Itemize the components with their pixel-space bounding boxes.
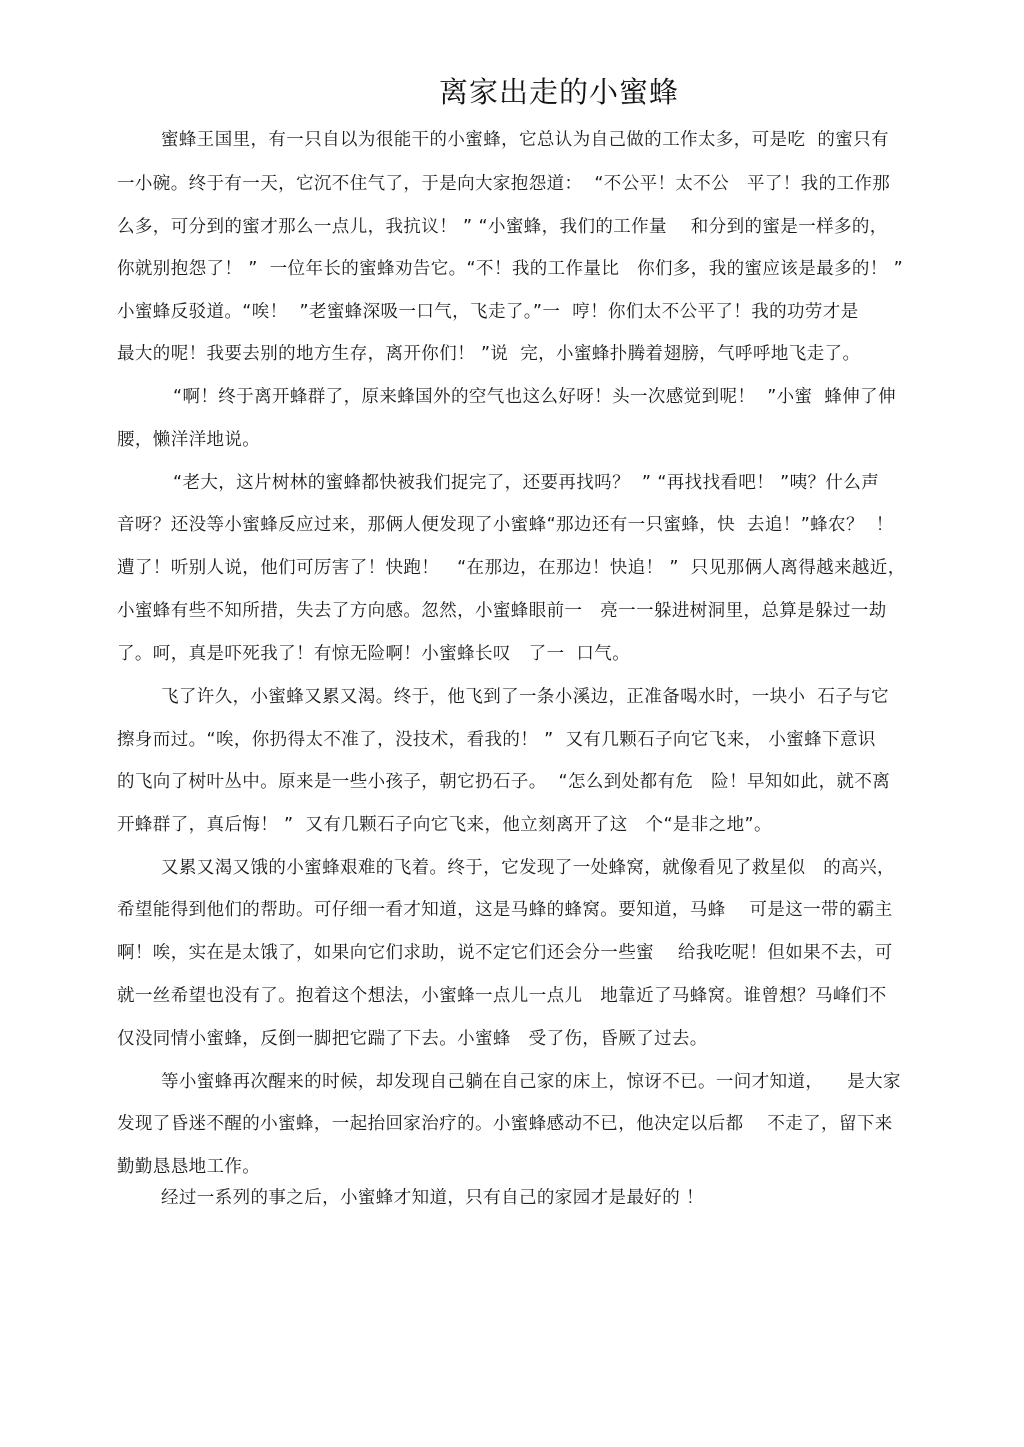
- paragraph-line: 开蜂群了，真后悔！ ” 又有几颗石子向它飞来，他立刻离开了这 个“是非之地”。: [117, 815, 772, 835]
- paragraph-line: 最大的呢！我要去别的地方生存，离开你们！ ”说 完，小蜜蜂扑腾着翅膀，气呼呼地飞走了。: [117, 344, 861, 364]
- paragraph-line: 了。呵，真是吓死我了！有惊无险啊！小蜜蜂长叹 了一 口气。: [117, 644, 631, 664]
- paragraph-line: 的飞向了树叶丛中。原来是一些小孩子，朝它扔石子。 “怎么到处都有危 险！早知如此，就不离: [117, 772, 891, 792]
- paragraph-line: 小蜜蜂反驳道。“唉！ ”老蜜蜂深吸一口气，飞走了。”一 哼！你们太不公平了！我的功劳才是: [117, 302, 859, 322]
- paragraph-line: 蜜蜂王国里，有一只自以为很能干的小蜜蜂，它总认为自己做的工作太多，可是吃 的蜜只有: [161, 130, 889, 150]
- paragraph-line: 就一丝希望也没有了。抱着这个想法，小蜜蜂一点儿一点儿 地靠近了马蜂窝。谁曾想？马峰们不: [117, 986, 887, 1006]
- paragraph-line: 你就别抱怨了！ ” 一位年长的蜜蜂劝告它。“不！我的工作量比 你们多，我的蜜应该是最多的！ ”: [117, 259, 904, 279]
- paragraph-line: 腰，懒洋洋地说。: [117, 430, 261, 450]
- paragraph-line: 飞了许久，小蜜蜂又累又渴。终于，他飞到了一条小溪边，正准备喝水时，一块小 石子与它: [161, 687, 889, 707]
- paragraph-line: 擦身而过。“唉，你扔得太不准了，没技术，看我的！ ” 又有几颗石子向它飞来， 小蜜蜂下意识: [117, 730, 876, 750]
- paragraph-line: “老大，这片树林的蜜蜂都快被我们捉完了，还要再找吗？ ” “再找找看吧！ ”咦？什么声: [173, 473, 880, 493]
- paragraph-line: 一小碗。终于有一天，它沉不住气了，于是向大家抱怨道： “不公平！太不公 平了！我的工作那: [117, 174, 891, 194]
- paragraph-line: 发现了昏迷不醒的小蜜蜂，一起抬回家治疗的。小蜜蜂感动不已，他决定以后都 不走了，留下来: [117, 1114, 893, 1134]
- paragraph-line: 仅没同情小蜜蜂，反倒一脚把它踹了下去。小蜜蜂 受了伤，昏厥了过去。: [117, 1029, 708, 1049]
- paragraph-line: 勤勤恳恳地工作。: [117, 1157, 261, 1177]
- paragraph-line: 音呀？还没等小蜜蜂反应过来，那俩人便发现了小蜜蜂“那边还有一只蜜蜂，快 去追！”蜂农？ ！: [117, 515, 894, 535]
- paragraph-line: 经过一系列的事之后，小蜜蜂才知道，只有自己的家园才是最好的 ！: [161, 1188, 704, 1208]
- paragraph-line: 等小蜜蜂再次醒来的时候，却发现自己躺在自己家的床上，惊讶不已。一问才知道， 是大家: [161, 1072, 901, 1092]
- paragraph-line: 希望能得到他们的帮助。可仔细一看才知道，这是马蜂的蜂窝。要知道，马蜂 可是这一带的霸主: [117, 900, 893, 920]
- paragraph-line: 小蜜蜂有些不知所措，失去了方向感。忽然，小蜜蜂眼前一 亮一一躲进树洞里，总算是躲过一劫: [117, 601, 887, 621]
- document-title: 离家出走的小蜜蜂: [438, 75, 679, 109]
- paragraph-line: 么多，可分到的蜜才那么一点儿，我抗议！ ” “小蜜蜂，我们的工作量 和分到的蜜是一样多的，: [117, 217, 888, 237]
- paragraph-line: “啊！终于离开蜂群了，原来蜂国外的空气也这么好呀！头一次感觉到呢！ ”小蜜 蜂伸了伸: [173, 387, 896, 407]
- paragraph-line: 啊！唉，实在是太饿了，如果向它们求助，说不定它们还会分一些蜜 给我吃呢！但如果不去，可: [117, 943, 893, 963]
- paragraph-line: 遭了！听别人说，他们可厉害了！快跑！ “在那边，在那边！快追！ ” 只见那俩人离得越来越近，: [117, 558, 906, 578]
- paragraph-line: 又累又渴又饿的小蜜蜂艰难的飞着。终于，它发现了一处蜂窝，就像看见了救星似 的高兴，: [161, 858, 895, 878]
